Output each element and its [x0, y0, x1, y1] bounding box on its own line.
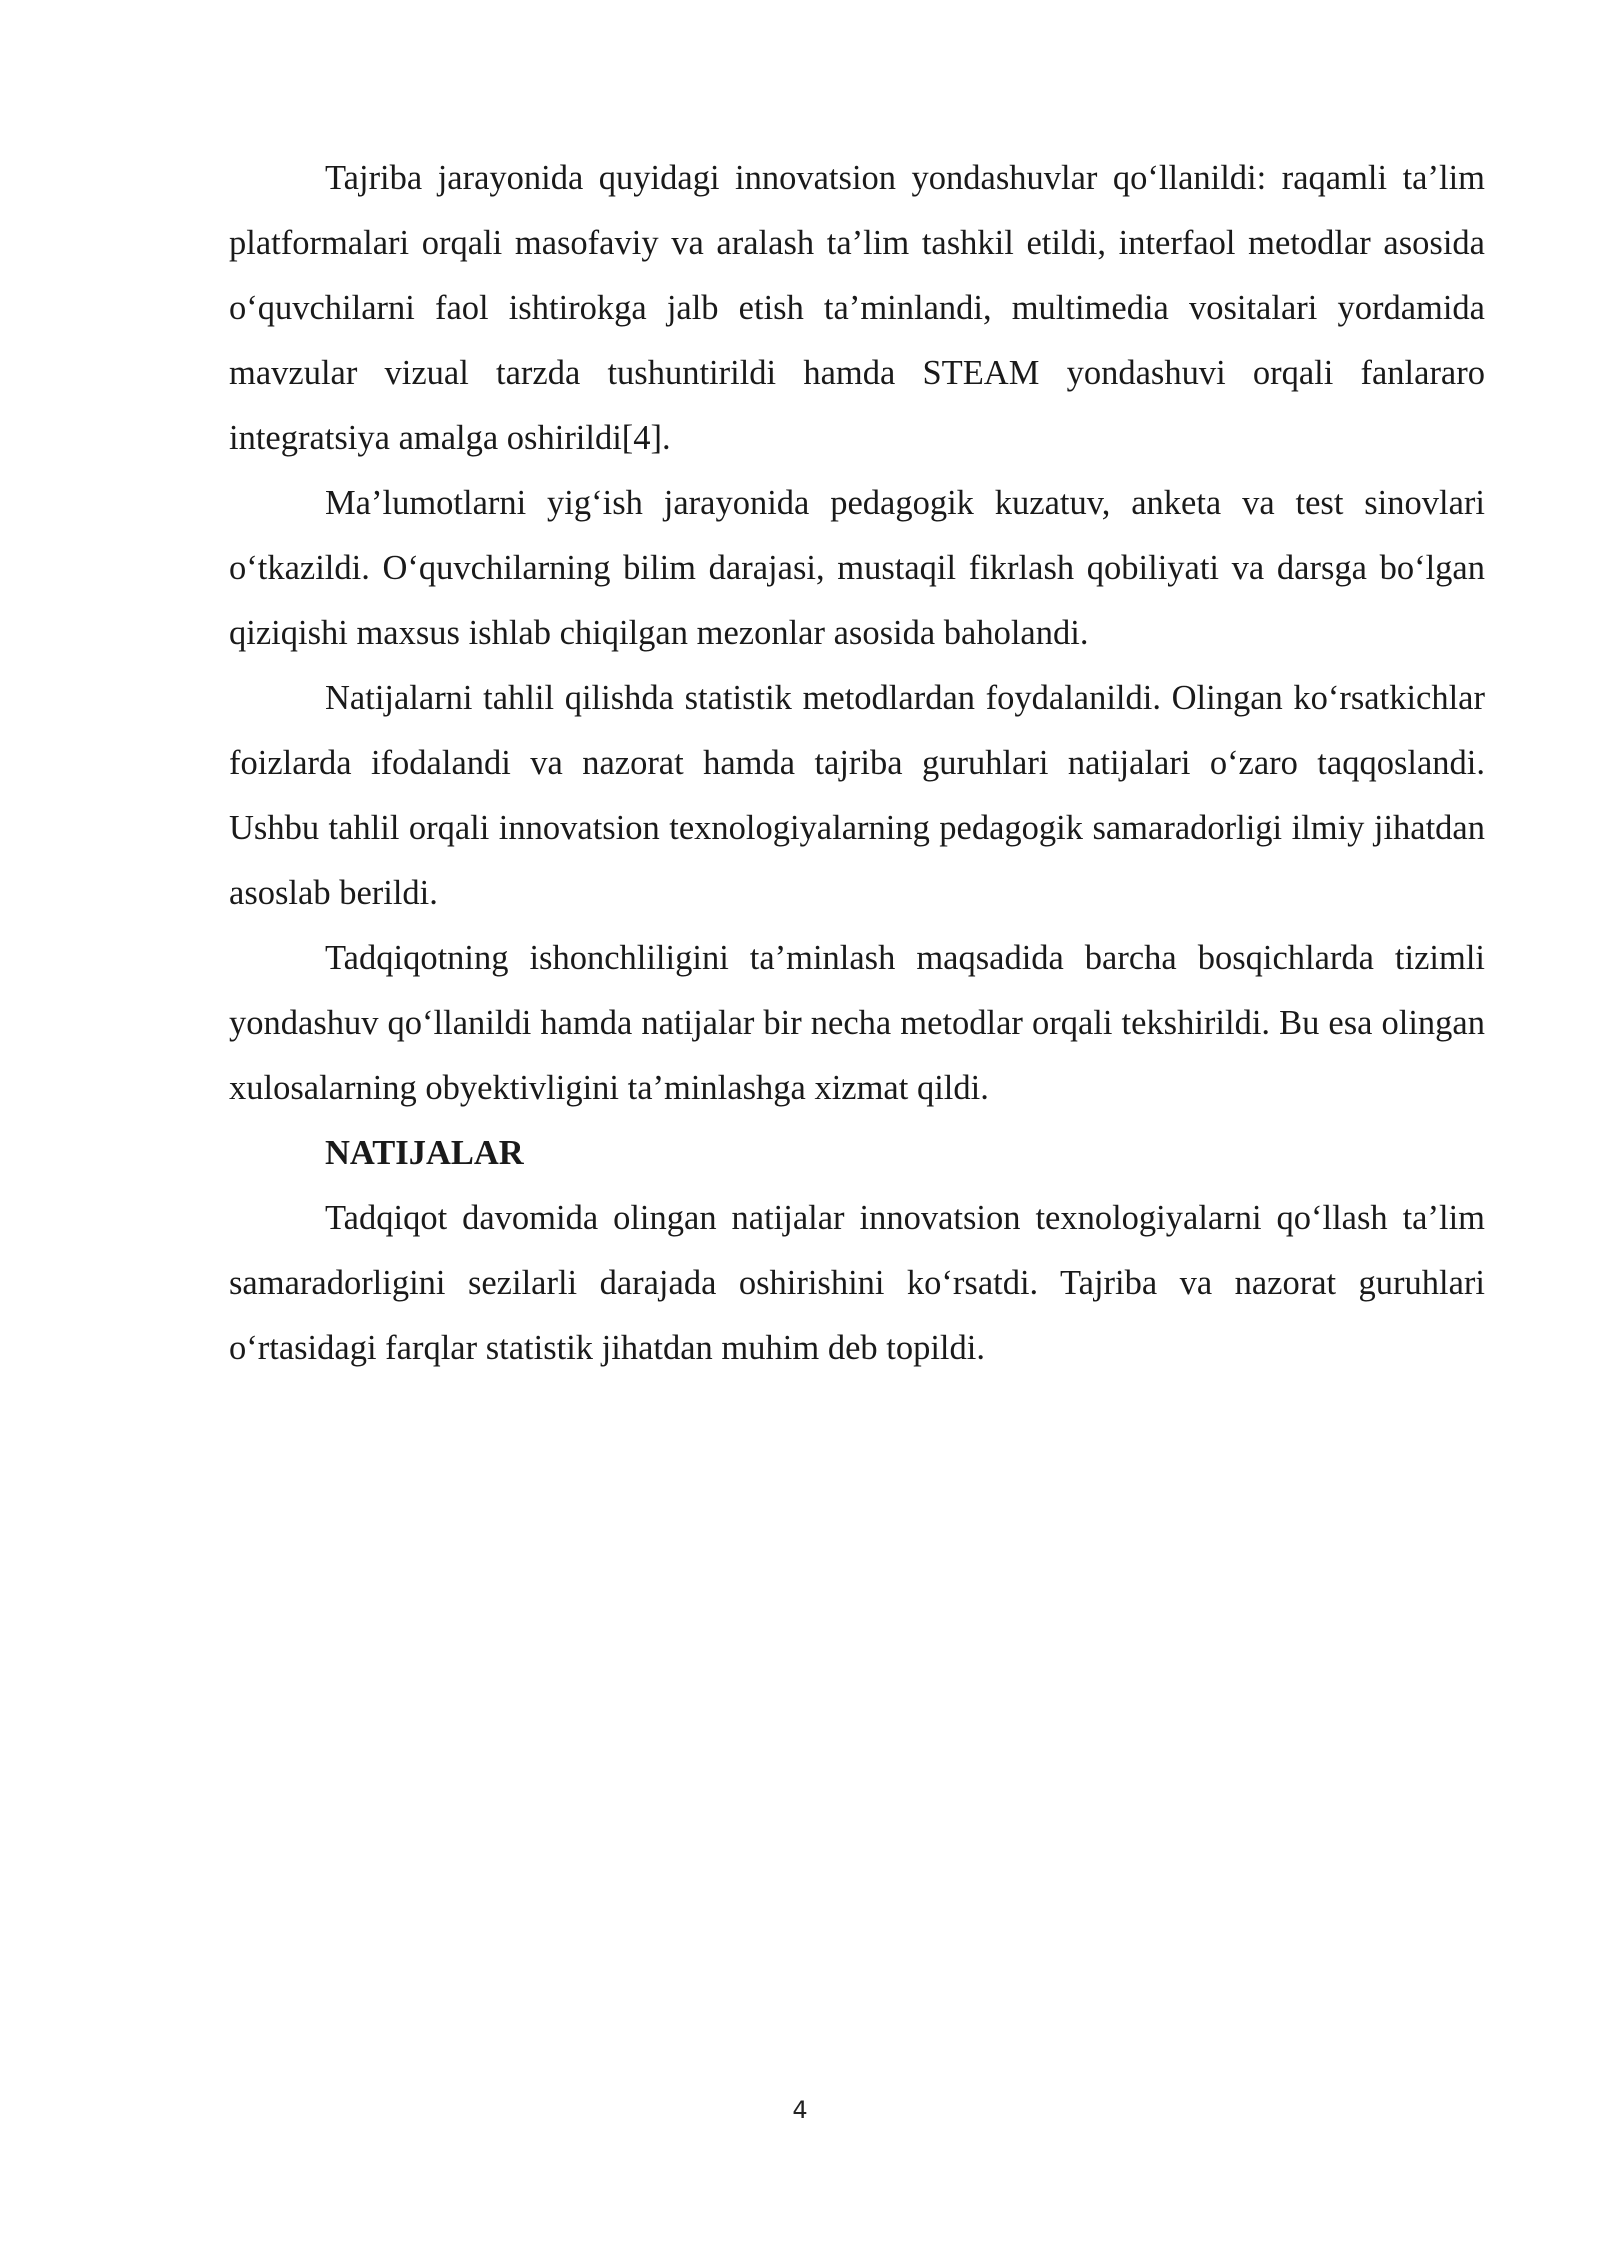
page-body [229, 146, 1485, 1381]
paragraph-reliability: Tadqiqotning ishonchliligini ta’minlash maqsadida barcha bosqichlarda tizimli yondashuv qo‘llanildi hamda natijalar bir necha metodlar orqali tekshirildi. Bu esa olingan xulosalarning obyektivligini ta’minlashga xizmat qildi. [229, 939, 1485, 1107]
paragraph-data-collection: Ma’lumotlarni yig‘ish jarayonida pedagogik kuzatuv, anketa va test sinovlari o‘tkazildi. O‘quvchilarning bilim darajasi, mustaqil fikrlash qobiliyati va darsga bo‘lgan qiziqishi maxsus ishlab chiqilgan mezonlar asosida baholandi. [229, 484, 1485, 652]
section-heading-results: NATIJALAR [325, 1134, 524, 1172]
paragraph-analysis: Natijalarni tahlil qilishda statistik metodlardan foydalanildi. Olingan ko‘rsatkichlar foizlarda ifodalandi va nazorat hamda tajriba guruhlari natijalari o‘zaro taqqoslandi. Ushbu tahlil orqali innovatsion texnologiyalarning pedagogik samaradorligi ilmiy jihatdan asoslab berildi. [229, 679, 1485, 912]
paragraph-innovative-approaches: Tajriba jarayonida quyidagi innovatsion yondashuvlar qo‘llanildi: raqamli ta’lim platformalari orqali masofaviy va aralash ta’lim tashkil etildi, interfaol metodlar asosida o‘quvchilarni faol ishtirokga jalb etish ta’minlandi, multimedia vositalari yordamida mavzular vizual tarzda tushuntirildi hamda STEAM yondashuvi orqali fanlararo integratsiya amalga oshirildi[4]. [229, 159, 1485, 457]
page-number: 4 [792, 2096, 808, 2124]
paragraph-results: Tadqiqot davomida olingan natijalar innovatsion texnologiyalarni qo‘llash ta’lim samaradorligini sezilarli darajada oshirishini ko‘rsatdi. Tajriba va nazorat guruhlari o‘rtasidagi farqlar statistik jihatdan muhim deb topildi. [229, 1199, 1485, 1367]
